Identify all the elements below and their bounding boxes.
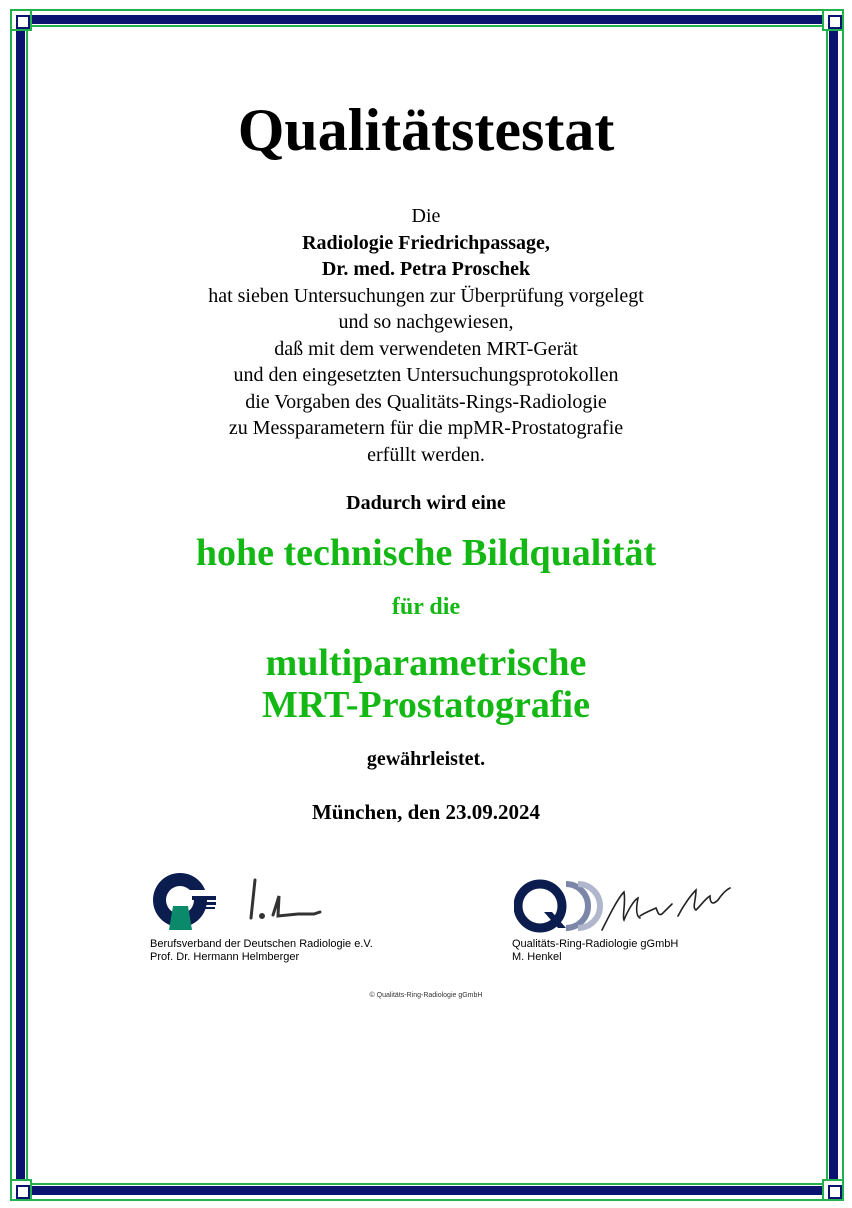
signatory-left-person: Prof. Dr. Hermann Helmberger bbox=[150, 951, 300, 963]
certificate-title: Qualitätstestat bbox=[237, 97, 615, 163]
body-line: zu Messparametern für die mpMR-Prostatografie bbox=[228, 417, 624, 439]
brd-logo-icon bbox=[153, 873, 216, 930]
lead-sentence: Dadurch wird eine bbox=[346, 492, 506, 514]
body-line: und den eingesetzten Untersuchungsprotokollen bbox=[233, 364, 619, 386]
signature-helmberger bbox=[251, 880, 320, 918]
signatory-right bbox=[512, 938, 678, 964]
highlight-procedure bbox=[0, 642, 852, 726]
qrr-logo-icon bbox=[518, 884, 600, 928]
highlight-multi-line-2: MRT-Prostatografie bbox=[262, 684, 590, 726]
highlight-multi-line-1: multiparametrische bbox=[265, 642, 587, 684]
qrr-logo-signature bbox=[514, 876, 744, 938]
corner-ornament-top-left bbox=[10, 9, 32, 31]
signatory-left-org: Berufsverband der Deutschen Radiologie e.V. bbox=[150, 938, 373, 950]
place-date: München, den 23.09.2024 bbox=[311, 800, 541, 824]
brd-logo-signature bbox=[148, 866, 348, 936]
signatory-left bbox=[150, 938, 373, 964]
corner-ornament-bottom-left bbox=[10, 1179, 32, 1201]
signatory-right-person: M. Henkel bbox=[512, 951, 562, 963]
body-line: und so nachgewiesen, bbox=[338, 311, 514, 333]
body-line: Die bbox=[411, 205, 441, 227]
certificate-body bbox=[0, 203, 852, 468]
body-line: hat sieben Untersuchungen zur Überprüfung vorgelegt bbox=[208, 284, 644, 307]
corner-ornament-top-right bbox=[822, 9, 844, 31]
body-line: die Vorgaben des Qualitäts-Rings-Radiologie bbox=[245, 390, 607, 413]
corner-ornament-bottom-right bbox=[822, 1179, 844, 1201]
copyright-notice: © Qualitäts-Ring-Radiologie gGmbH bbox=[369, 992, 483, 999]
body-line: daß mit dem verwendeten MRT-Gerät bbox=[274, 337, 578, 360]
body-line: Dr. med. Petra Proschek bbox=[321, 258, 531, 280]
body-line: erfüllt werden. bbox=[367, 443, 485, 466]
guarantee-text: gewährleistet. bbox=[366, 748, 486, 770]
signatory-right-org: Qualitäts-Ring-Radiologie gGmbH bbox=[512, 938, 679, 950]
highlight-for: für die bbox=[391, 594, 461, 620]
highlight-quality: hohe technische Bildqualität bbox=[195, 532, 657, 574]
body-line: Radiologie Friedrichpassage, bbox=[302, 231, 550, 254]
signature-henkel bbox=[602, 888, 730, 930]
